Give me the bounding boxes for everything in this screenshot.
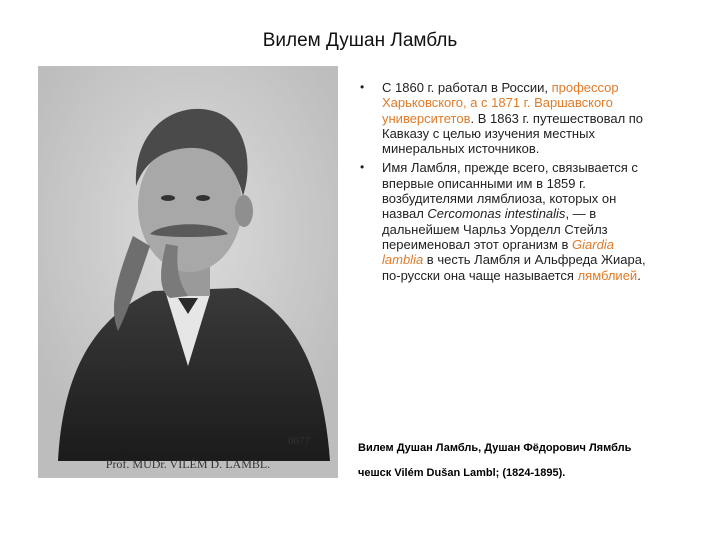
species-name: Cercomonas intestinalis: [427, 206, 566, 222]
slide-title: Вилем Душан Ламбль: [262, 30, 458, 51]
portrait-image: [38, 66, 338, 478]
bullet-item-russia: [356, 80, 656, 156]
bullet-text: С 1860 г. работал в России,: [382, 80, 552, 95]
bullet-text: в честь Ламбля и Альфреда Жиара, по-русски она чаще называется: [382, 252, 646, 283]
bullet-icon: •: [360, 160, 365, 175]
bullet-text: .: [637, 267, 641, 283]
caption-line-1: Вилем Душан Ламбль, Душан Фёдорович Лямбль: [358, 442, 632, 454]
caption-line-2: чешск Vilém Dušan Lambl; (1824-1895).: [358, 467, 566, 479]
bullet-text: . В 1863 г. путешествовал по Кавказу с целью изучения местных минеральных источников.: [382, 110, 644, 157]
bullet-item-lamblia: [356, 160, 656, 282]
plate-number: 6077: [288, 435, 310, 447]
portrait-caption: Prof. MUDr. VILÉM D. LAMBL.: [105, 457, 271, 471]
name-caption: [358, 436, 698, 486]
bullet-list: [356, 80, 656, 287]
bullet-icon: •: [360, 80, 365, 94]
lamblia-link[interactable]: лямблией: [577, 267, 638, 283]
bullet-text: Имя Ламбля, прежде всего, связывается с впервые описанными им в 1859 г. возбудителями лямблиоза, которых он назвал: [382, 160, 638, 222]
universities-link[interactable]: профессор Харьковского, а с 1871 г. Варшавского университетов: [382, 80, 619, 126]
giardia-link[interactable]: Giardia lamblia: [382, 236, 614, 268]
bullet-text: , — в дальнейшем Чарльз Уорделл Стейлз переименовал этот организм в: [382, 206, 608, 252]
